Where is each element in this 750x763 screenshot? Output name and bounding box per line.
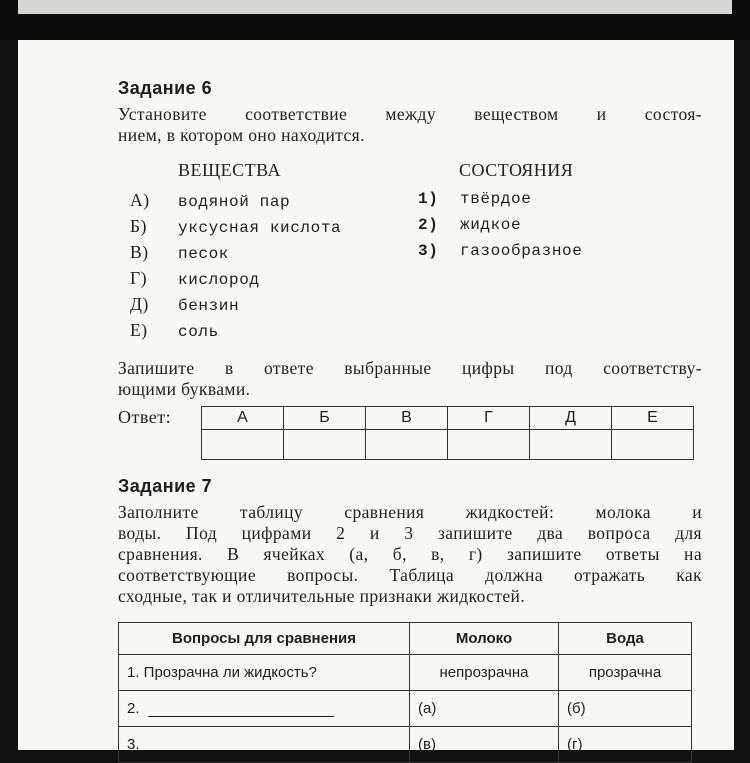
previous-page-strip — [18, 0, 732, 14]
questions-header: Вопросы для сравнения — [119, 623, 410, 655]
answer-input-cell[interactable] — [612, 430, 694, 460]
answer-input-cell[interactable] — [202, 430, 284, 460]
state-item — [418, 242, 582, 268]
answer-input-cell[interactable] — [530, 430, 612, 460]
milk-cell[interactable]: (а) — [410, 691, 559, 727]
substance-letter: В) — [130, 242, 149, 262]
substance-name: водяной пар — [178, 193, 291, 211]
table-row — [119, 655, 692, 691]
answer-input-cell[interactable] — [366, 430, 448, 460]
task7-line3: сравнения. В ячейках (а, б, в, г) запишите ответы на — [118, 544, 702, 564]
answer-letter-cell: Г — [448, 407, 530, 430]
task7-instruction — [118, 502, 702, 607]
answer-table — [201, 406, 694, 460]
substance-name: песок — [178, 245, 230, 263]
substance-item — [130, 294, 341, 320]
answer-letter-cell: Б — [284, 407, 366, 430]
substance-name: уксусная кислота — [178, 219, 342, 237]
state-name: газообразное — [460, 242, 583, 260]
question-number: 2. — [127, 700, 140, 717]
substance-item — [130, 268, 341, 294]
substances-header: ВЕЩЕСТВА — [178, 160, 282, 180]
state-number: 2) — [418, 216, 439, 234]
substance-name: соль — [178, 323, 219, 341]
substances-list — [130, 190, 341, 346]
substance-letter: Д) — [130, 294, 149, 314]
states-list — [418, 190, 582, 268]
task7-line1: Заполните таблицу сравнения жидкостей: молока и — [118, 502, 702, 522]
comparison-table — [118, 622, 692, 763]
write-line2: ющими буквами. — [118, 379, 251, 399]
answer-input-cell[interactable] — [284, 430, 366, 460]
substance-name: кислород — [178, 271, 260, 289]
worksheet-page — [18, 40, 734, 753]
table-row — [119, 691, 692, 727]
task6-write-instruction — [118, 358, 702, 400]
answer-letter-cell: Е — [612, 407, 694, 430]
milk-header: Молоко — [410, 623, 559, 655]
task6-instruction-line2: нием, в котором оно находится. — [118, 125, 365, 145]
substance-letter: Б) — [130, 216, 148, 236]
state-item — [418, 190, 582, 216]
answer-label: Ответ: — [118, 407, 172, 427]
task7-title: Задание 7 — [118, 476, 213, 496]
state-name: твёрдое — [460, 190, 532, 208]
substance-letter: Е) — [130, 320, 148, 340]
task7-line5: сходные, так и отличительные признаки жидкостей. — [118, 586, 526, 606]
substance-item — [130, 216, 341, 242]
state-item — [418, 216, 582, 242]
task6-instruction-line1: Установите соответствие между веществом и состоя- — [118, 104, 702, 124]
water-header: Вода — [559, 623, 692, 655]
state-name: жидкое — [460, 216, 522, 234]
answer-letter-cell: Д — [530, 407, 612, 430]
water-cell: прозрачна — [559, 655, 692, 691]
table-row — [119, 727, 692, 763]
question-cell[interactable] — [119, 691, 410, 727]
question-cell: 1. Прозрачна ли жидкость? — [119, 655, 410, 691]
write-line1: Запишите в ответе выбранные цифры под соответству- — [118, 358, 702, 378]
states-header: СОСТОЯНИЯ — [459, 160, 574, 180]
milk-cell: непрозрачна — [410, 655, 559, 691]
answer-letter-cell: А — [202, 407, 284, 430]
task6-instruction — [118, 104, 702, 146]
substance-letter: Г) — [130, 268, 148, 288]
substance-item — [130, 242, 341, 268]
substance-letter: А) — [130, 190, 150, 210]
task7-line4: соответствующие вопросы. Таблица должна отражать как — [118, 565, 702, 585]
milk-cell[interactable]: (в) — [410, 727, 559, 763]
answer-input-cell[interactable] — [448, 430, 530, 460]
answer-letter-cell: В — [366, 407, 448, 430]
blank-line — [148, 702, 334, 717]
substance-item — [130, 320, 341, 346]
task7-line2: воды. Под цифрами 2 и 3 запишите два вопроса для — [118, 523, 702, 543]
question-cell[interactable]: 3. — [119, 727, 410, 763]
task6-title: Задание 6 — [118, 78, 213, 98]
substance-item — [130, 190, 341, 216]
answer-letters-row — [202, 407, 694, 430]
state-number: 3) — [418, 242, 439, 260]
answer-input-row — [202, 430, 694, 460]
substance-name: бензин — [178, 297, 240, 315]
water-cell[interactable]: (б) — [559, 691, 692, 727]
comparison-header-row — [119, 623, 692, 655]
state-number: 1) — [418, 190, 439, 208]
water-cell[interactable]: (г) — [559, 727, 692, 763]
